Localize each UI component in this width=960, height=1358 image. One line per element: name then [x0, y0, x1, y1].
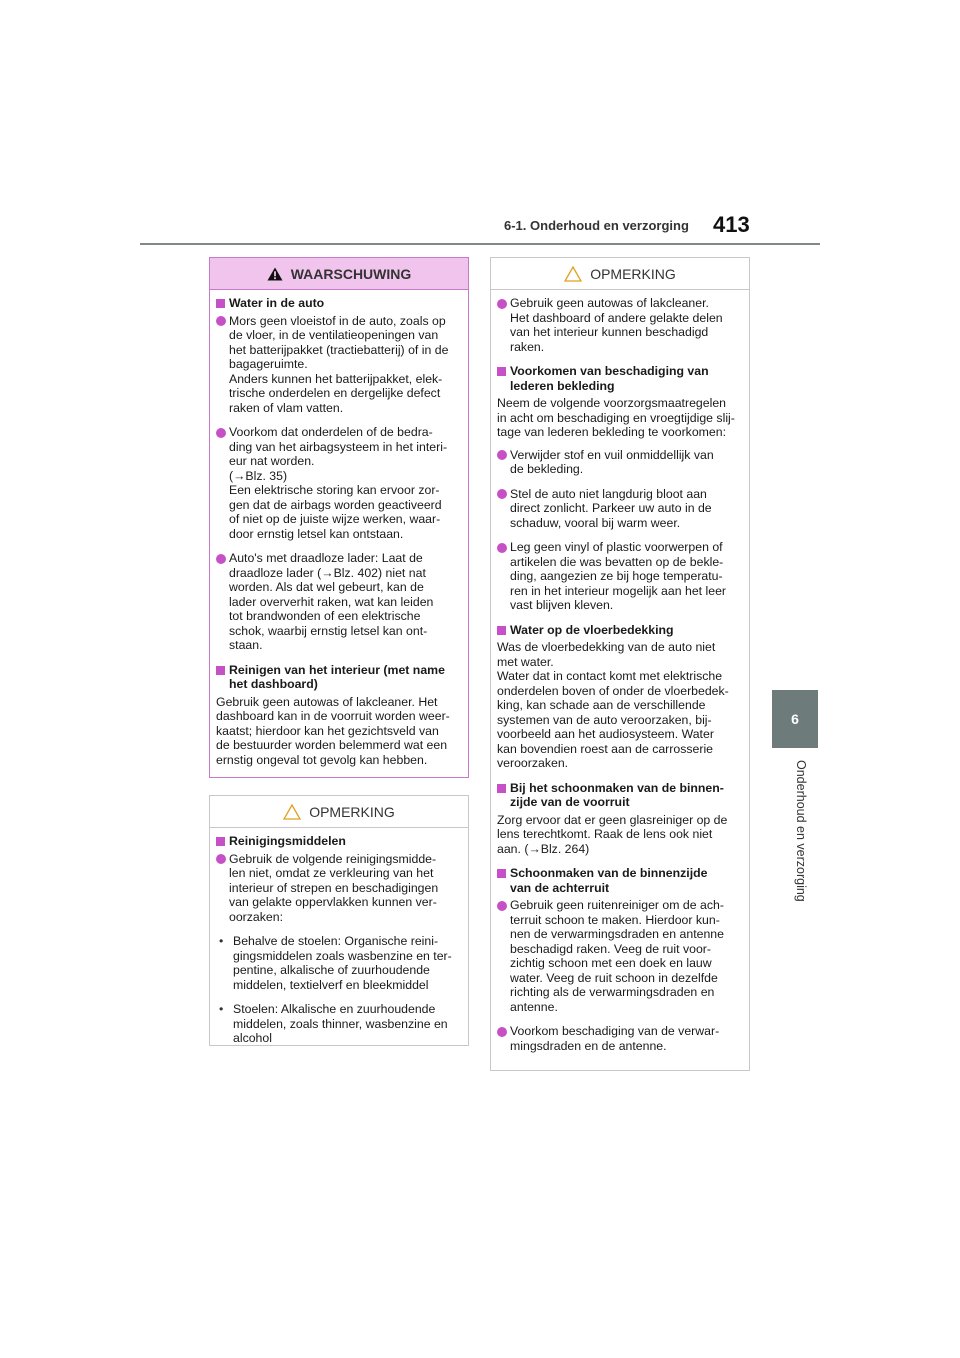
notice-heading-floor: Water op de vloerbedekking: [497, 623, 744, 638]
notice-box-right: [490, 257, 750, 1071]
notice-heading-cleaners: Reinigingsmiddelen: [216, 834, 463, 849]
notice-paragraph-floor: Was de vloerbedekking van de auto niet met water. Water dat in contact komt met elektrische onderdelen boven of onder de vloerbedek- king, kan schade aan de verschillende systemen van de auto veroorzaken, bij- voorbeeld aan het audiosysteem. Water kan bovendien roest aan de carrosserie veroorzaken.: [497, 640, 729, 770]
warning-box-header: [210, 258, 468, 290]
notice-paragraph-leather: Neem de volgende voorzorgsmaatregelen in acht om beschadiging en vroegtijdige slij- tage van lederen bekleding te voorkomen:: [497, 396, 735, 439]
header-divider: [140, 243, 820, 245]
notice-heading-rear-window: Schoonmaken van de binnenzijde van de achterruit: [497, 866, 744, 895]
warning-bullet-wireless-charger: Auto's met draadloze lader: Laat de draadloze lader (→Blz. 402) niet nat worden. Als dat wel gebeurt, kan de lader oververhit raken, wat kan leiden tot brandwonden of een elektrische schok, waarbij ernstig letsel kan ont- staan.: [216, 551, 463, 653]
chapter-tab[interactable]: [772, 690, 818, 748]
warning-heading-water: Water in de auto: [216, 296, 463, 311]
notice-box-left-header: [210, 796, 468, 828]
warning-box-title: WAARSCHUWING: [290, 265, 412, 282]
caution-triangle-icon: [564, 266, 582, 282]
warning-heading-interior: Reinigen van het interieur (met name het dashboard): [216, 663, 463, 692]
chapter-label: Onderhoud en verzorging: [794, 760, 808, 902]
notice-bullet-dust: Verwijder stof en vuil onmiddellijk van de bekleding.: [497, 448, 744, 477]
chapter-number: 6: [791, 711, 799, 727]
notice-box-right-header: [491, 258, 749, 290]
notice-bullet-no-carwash: Gebruik geen autowas of lakcleaner. Het dashboard of andere gelakte delen van het interieur kunnen beschadigd raken.: [497, 296, 744, 354]
section-title: 6-1. Onderhoud en verzorging: [504, 218, 689, 233]
warning-bullet-spill: Mors geen vloeistof in de auto, zoals op de vloer, in de ventilatieopeningen van het batterijpakket (tractiebatterij) of in de bagageruimte. Anders kunnen het batterijpakket, elek- trische onderdelen en dergelijke defect raken of vlam vatten.: [216, 314, 463, 416]
notice-box-left-title: OPMERKING: [309, 803, 395, 820]
warning-bullet-airbag: Voorkom dat onderdelen of de bedra- ding van het airbagsysteem in het interi- eur nat worden. (→Blz. 35) Een elektrische storing kan ervoor zor- gen dat de airbags worden geactiveerd of niet op de juiste wijze werken, waar- door ernstig letsel kan ontstaan.: [216, 425, 463, 541]
warning-paragraph-dashboard: Gebruik geen autowas of lakcleaner. Het dashboard kan in de voorruit worden weer- kaatst; hierdoor kan het gezichtsveld van de bestuurder worden belemmerd wat een ernstig ongeval tot gevolg kan hebben.: [216, 694, 450, 767]
notice-dot-seats: • Stoelen: Alkalische en zuurhoudende middelen, zoals thinner, wasbenzine en alcohol: [216, 1002, 463, 1046]
notice-bullet-rear-window: Gebruik geen ruitenreiniger om de ach- terruit schoon te maken. Hierdoor kun- nen de verwarmingsdraden en antenne beschadigd raken. Veeg de ruit voor- zichtig schoon met een doek en lauw water. Veeg de ruit schoon in dezelfde richting als de verwarmingsdraden en antenne.: [497, 898, 744, 1014]
notice-box-right-title: OPMERKING: [590, 265, 676, 282]
notice-heading-windshield: Bij het schoonmaken van de binnen- zijde van de voorruit: [497, 781, 744, 810]
notice-bullet-vinyl: Leg geen vinyl of plastic voorwerpen of artikelen die was bevatten op de bekle- ding, aangezien ze bij hoge temperatu- ren in het interieur mogelijk aan het leer vast blijven kleven.: [497, 540, 744, 613]
caution-triangle-icon: [283, 804, 301, 820]
notice-bullet-cleaners: Gebruik de volgende reinigingsmidde- len niet, omdat ze verkleuring van het interieur of strepen en beschadigingen van gelakte oppervlakken kunnen ver- oorzaken:: [216, 852, 463, 925]
notice-paragraph-windshield: Zorg ervoor dat er geen glasreiniger op de lens terechtkomt. Raak de lens ook niet aan. (→Blz. 264): [497, 812, 728, 856]
notice-heading-leather: Voorkomen van beschadiging van lederen bekleding: [497, 364, 744, 393]
warning-triangle-icon: [267, 267, 283, 281]
notice-box-left: [209, 795, 469, 1046]
notice-dot-except-seats: • Behalve de stoelen: Organische reini- gingsmiddelen zoals wasbenzine en ter- pentine, alkalische of zuurhoudende middelen, textielverf en bleekmiddel: [216, 934, 463, 992]
notice-bullet-heating-wires: Voorkom beschadiging van de verwar- mingsdraden en de antenne.: [497, 1024, 744, 1053]
warning-box: [209, 257, 469, 778]
page-number: 413: [713, 212, 750, 237]
notice-bullet-sunlight: Stel de auto niet langdurig bloot aan direct zonlicht. Parkeer uw auto in de schaduw, vooral bij warm weer.: [497, 487, 744, 531]
